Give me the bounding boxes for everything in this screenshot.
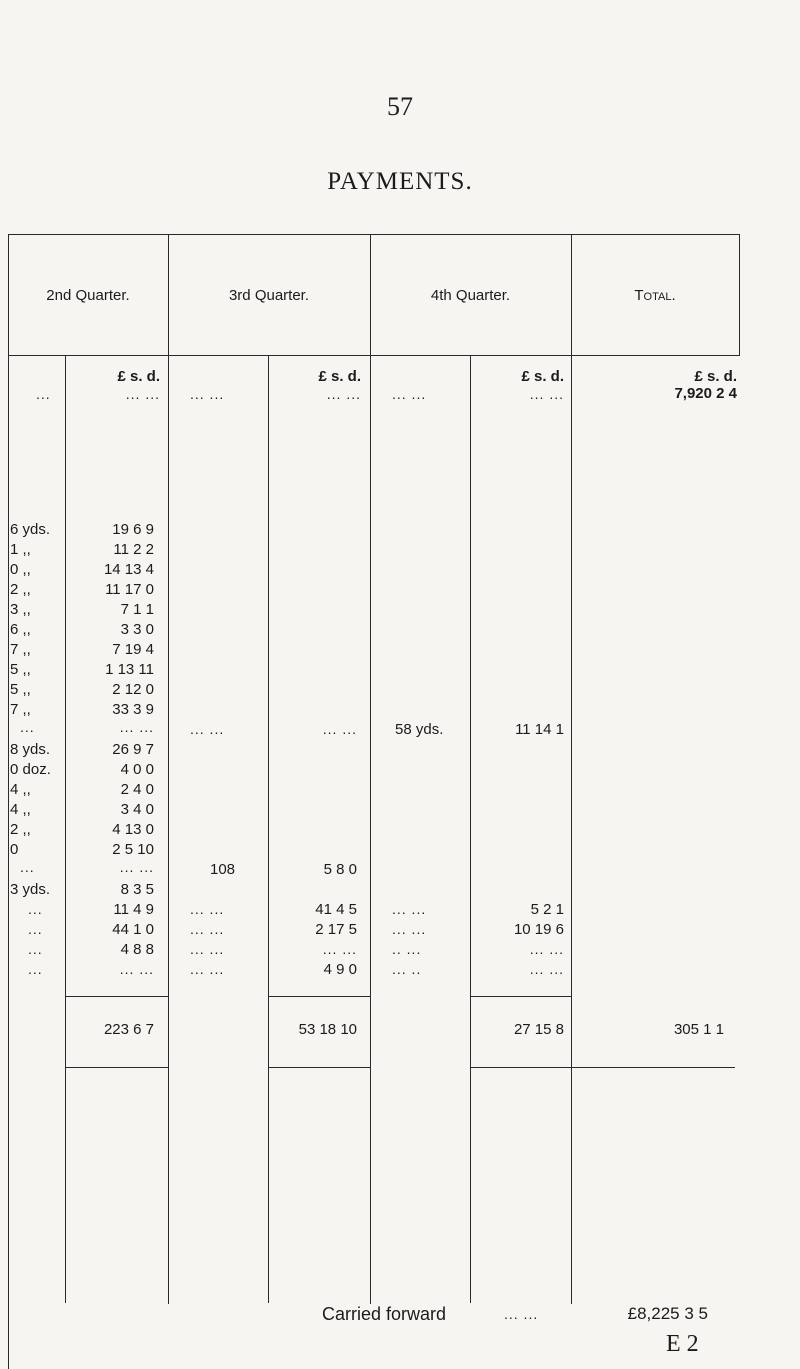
signature-mark: E 2 — [666, 1331, 699, 1357]
q3-row-value: 4 9 0 — [323, 961, 357, 978]
q2-row-label: 0 — [10, 841, 19, 858]
top-row-q4-label: ... ... — [392, 386, 427, 402]
column-header-total: Total. — [634, 287, 676, 304]
q2-total-rule — [65, 1067, 168, 1068]
q2-row-value: 4 8 8 — [120, 941, 154, 958]
top-row-q4-value: ... ... — [529, 386, 564, 402]
column-header-q4: 4th Quarter. — [430, 287, 511, 304]
q2-row-value: 11 4 9 — [113, 901, 154, 918]
table-top-rule — [8, 234, 740, 235]
q4-row-label: ... .. — [392, 961, 422, 977]
divider-q4-total — [571, 234, 572, 1304]
q2-row-value: 4 13 0 — [112, 821, 154, 838]
q2-row-value: 33 3 9 — [112, 701, 154, 718]
q4-row-label: .. ... — [392, 941, 422, 957]
q2-row-label: 2 ,, — [10, 581, 31, 598]
top-row-q3-label: ... ... — [190, 386, 225, 402]
q2-row-value: 11 2 2 — [113, 541, 154, 558]
q2-row-label: 5 ,, — [10, 681, 31, 698]
top-row-q2-value: ... ... — [125, 386, 160, 402]
q2-row-value: 44 1 0 — [112, 921, 154, 938]
q2-row-value: 3 3 0 — [120, 621, 154, 638]
q2-row-value: 3 4 0 — [120, 801, 154, 818]
divider-q4-amount — [470, 355, 471, 1303]
q2-row-label: 8 yds. — [10, 741, 51, 758]
q2-row-label: 2 ,, — [10, 821, 31, 838]
q2-row-value: 7 1 1 — [120, 601, 154, 618]
q2-row-label: 1 ,, — [10, 541, 31, 558]
q4-row-value: 10 19 6 — [513, 921, 564, 938]
q2-row-value: 19 6 9 — [112, 521, 154, 538]
q4-row-label: 58 yds. — [395, 721, 444, 738]
q2-subtotal-rule — [65, 996, 168, 997]
q3-row-value: 2 17 5 — [315, 921, 357, 938]
q2-row-label: 5 ,, — [10, 661, 31, 678]
q2-row-label: ... — [20, 719, 35, 735]
q3-row-label: ... ... — [190, 921, 225, 937]
carried-forward-dots: ... ... — [504, 1306, 539, 1322]
q4-row-value: ... ... — [529, 961, 564, 977]
top-row-q2-label: ... — [36, 386, 51, 402]
q3-row-label: 108 — [210, 861, 236, 878]
q2-row-value: 11 17 0 — [105, 581, 154, 598]
q2-row-label: 7 ,, — [10, 701, 31, 718]
q3-row-value: 41 4 5 — [315, 901, 357, 918]
q2-row-label: 0 ,, — [10, 561, 31, 578]
q2-row-value: 2 4 0 — [120, 781, 154, 798]
q2-row-label: 6 yds. — [10, 521, 51, 538]
q2-row-label: ... — [20, 859, 35, 875]
q4-row-label: ... ... — [392, 901, 427, 917]
q3-row-value: ... ... — [322, 941, 357, 957]
q4-row-value: ... ... — [529, 941, 564, 957]
units-total: £ s. d. — [694, 368, 737, 385]
carried-forward-label: Carried forward — [322, 1304, 447, 1324]
q2-row-label: ... — [28, 961, 43, 977]
top-row-q3-value: ... ... — [326, 386, 361, 402]
column-header-q2: 2nd Quarter. — [46, 287, 130, 304]
q2-row-value: 2 12 0 — [112, 681, 154, 698]
q2-total: 223 6 7 — [103, 1021, 154, 1038]
q2-row-value: 2 5 10 — [112, 841, 154, 858]
q2-row-label: ... — [28, 921, 43, 937]
q2-row-label: 3 ,, — [10, 601, 31, 618]
q3-row-value: ... ... — [322, 721, 357, 737]
q2-row-value: 8 3 5 — [120, 881, 154, 898]
q2-row-value: 26 9 7 — [112, 741, 154, 758]
q2-row-label: 0 doz. — [10, 761, 51, 778]
q2-row-value: ... ... — [119, 719, 154, 735]
q2-row-value: ... ... — [119, 859, 154, 875]
table-right-rule — [739, 234, 740, 356]
units-q4: £ s. d. — [521, 368, 564, 385]
q4-total-rule — [470, 1067, 571, 1068]
q4-row-value: 5 2 1 — [530, 901, 564, 918]
q4-subtotal-rule — [470, 996, 571, 997]
q4-row-label: ... ... — [392, 921, 427, 937]
q2-row-label: ... — [28, 901, 43, 917]
divider-q2-amount — [65, 355, 66, 1303]
q3-total: 53 18 10 — [298, 1021, 357, 1038]
q3-row-label: ... ... — [190, 961, 225, 977]
grand-total-rule — [571, 1067, 735, 1068]
column-header-q3: 3rd Quarter. — [228, 287, 310, 304]
units-q3: £ s. d. — [318, 368, 361, 385]
q4-row-value: 11 14 1 — [515, 721, 564, 738]
q2-row-label: 6 ,, — [10, 621, 31, 638]
q3-subtotal-rule — [268, 996, 370, 997]
q3-row-label: ... ... — [190, 941, 225, 957]
units-q2: £ s. d. — [117, 368, 160, 385]
q2-row-value: 7 19 4 — [112, 641, 154, 658]
q2-row-label: 4 ,, — [10, 781, 31, 798]
q2-row-label: 3 yds. — [10, 881, 51, 898]
q3-row-label: ... ... — [190, 901, 225, 917]
q3-row-label: ... ... — [190, 721, 225, 737]
q4-total: 27 15 8 — [513, 1021, 564, 1038]
divider-q3-amount — [268, 355, 269, 1303]
q2-row-value: ... ... — [119, 961, 154, 977]
top-row-total-value: 7,920 2 4 — [674, 385, 737, 402]
q2-row-value: 1 13 11 — [105, 661, 154, 678]
q2-row-label: 4 ,, — [10, 801, 31, 818]
grand-total: 305 1 1 — [673, 1021, 724, 1038]
q2-row-label: ... — [28, 941, 43, 957]
divider-q3-q4 — [370, 234, 371, 1304]
q2-row-value: 4 0 0 — [120, 761, 154, 778]
q3-row-value: 5 8 0 — [323, 861, 357, 878]
page-title: PAYMENTS. — [327, 168, 473, 195]
q2-row-label: 7 ,, — [10, 641, 31, 658]
page-number: 57 — [387, 92, 413, 121]
q3-total-rule — [268, 1067, 370, 1068]
header-bottom-rule — [8, 355, 740, 356]
table-left-rule — [8, 234, 9, 1369]
divider-q2-q3 — [168, 234, 169, 1304]
carried-forward-amount: £8,225 3 5 — [627, 1304, 708, 1323]
q2-row-value: 14 13 4 — [103, 561, 154, 578]
